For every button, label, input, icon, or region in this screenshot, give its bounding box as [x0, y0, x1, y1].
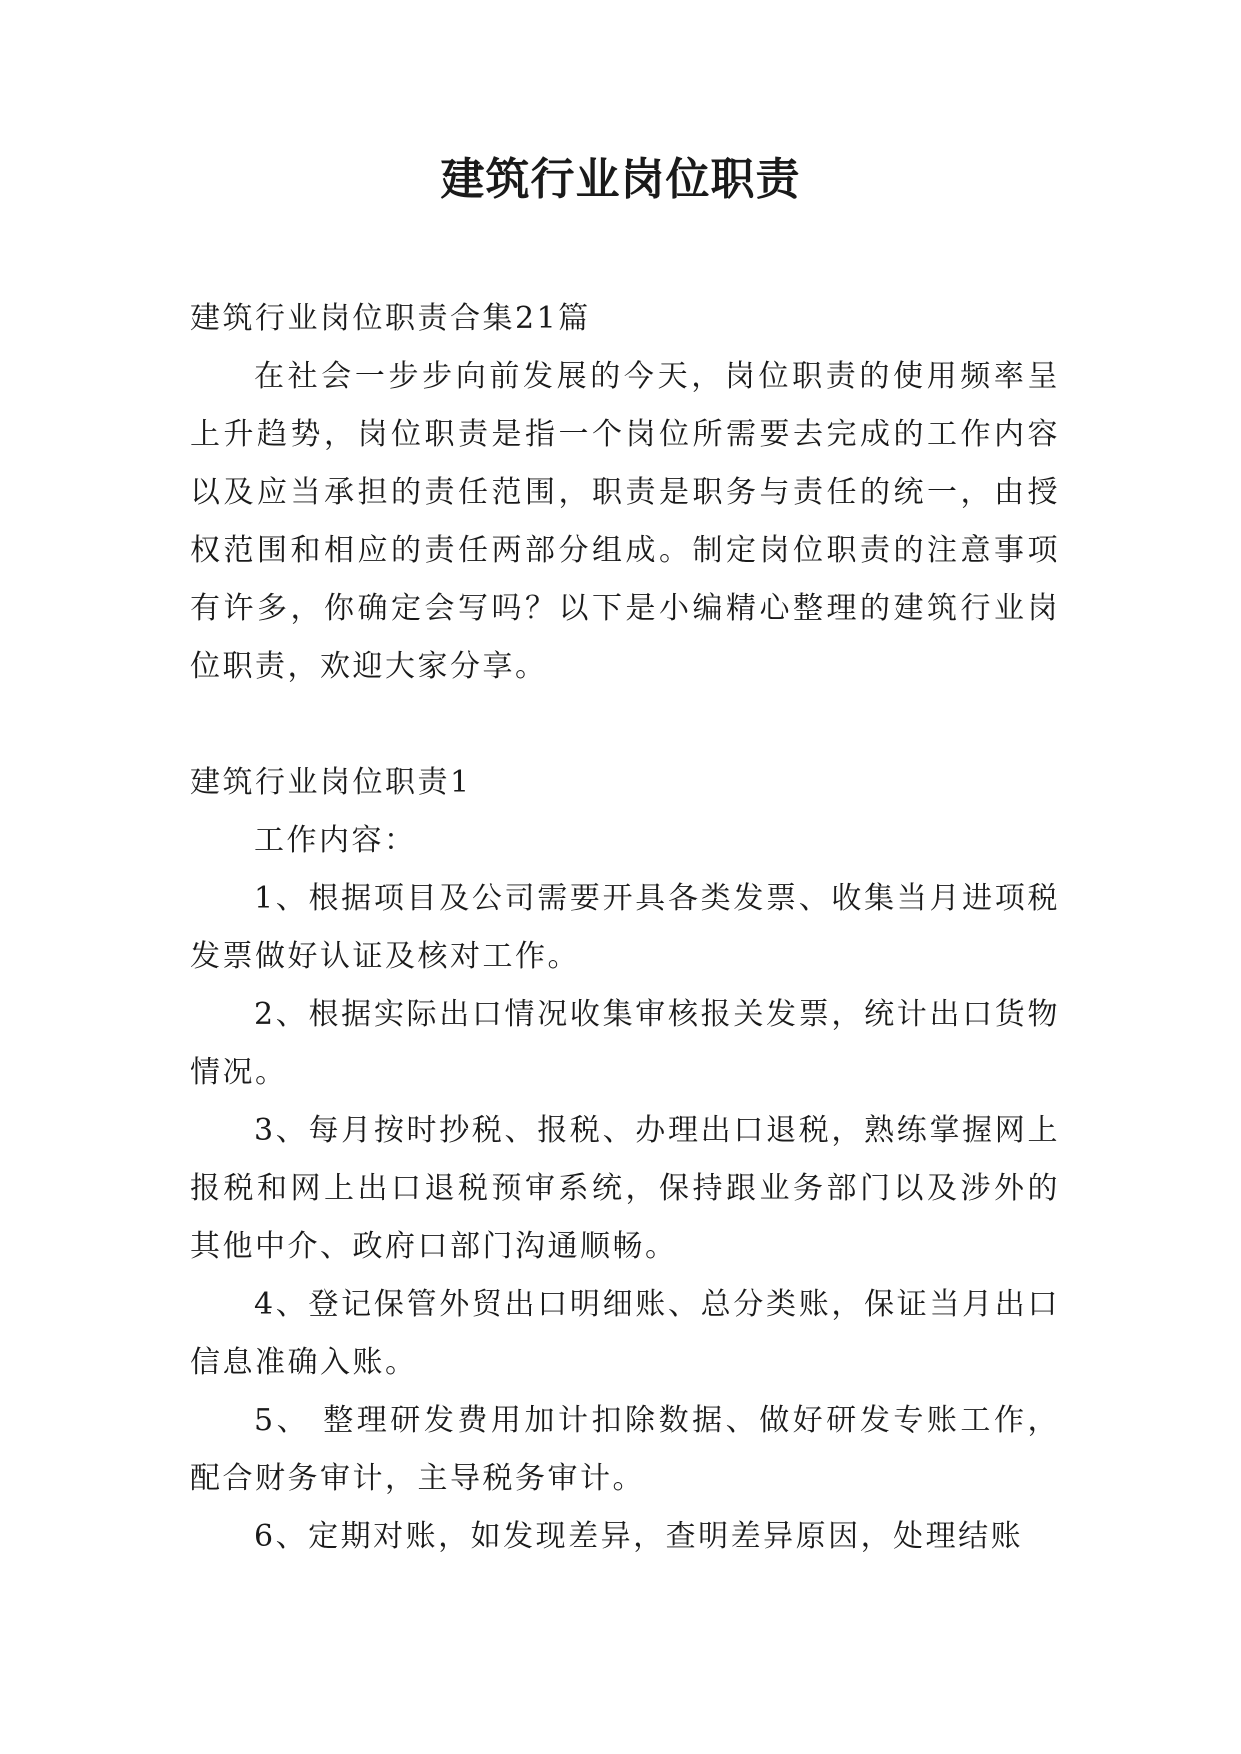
section-heading: 建筑行业岗位职责1: [190, 765, 472, 800]
duty-item-6: 6、定期对账，如发现差异，查明差异原因，处理结账: [254, 1519, 1024, 1554]
duty-item-4: 4、登记保管外贸出口明细账、总分类账，保证当月出口信息准确入账。: [190, 1287, 1060, 1380]
document-title: 建筑行业岗位职责: [440, 154, 801, 205]
intro-paragraph: 在社会一步步向前发展的今天，岗位职责的使用频率呈上升趋势，岗位职责是指一个岗位所需要去完成的工作内容以及应当承担的责任范围，职责是职务与责任的统一，由授权范围和相应的责任两部分组成。制定岗位职责的注意事项有许多，你确定会写吗？以下是小编精心整理的建筑行业岗位职责，欢迎大家分享。: [190, 359, 1060, 684]
collection-subtitle: 建筑行业岗位职责合集21篇: [190, 301, 591, 336]
duty-item-2: 2、根据实际出口情况收集审核报关发票，统计出口货物情况。: [190, 997, 1060, 1090]
duty-item-5: 5、 整理研发费用加计扣除数据、做好研发专账工作，配合财务审计，主导税务审计。: [190, 1403, 1060, 1496]
paragraph-gap: [190, 696, 1060, 754]
document-body: [190, 290, 1060, 1566]
duty-item-3: 3、每月按时抄税、报税、办理出口退税，熟练掌握网上报税和网上出口退税预审系统，保持跟业务部门以及涉外的其他中介、政府口部门沟通顺畅。: [190, 1113, 1060, 1264]
duty-item-1: 1、根据项目及公司需要开具各类发票、收集当月进项税发票做好认证及核对工作。: [190, 881, 1060, 974]
work-content-label: 工作内容：: [254, 823, 417, 858]
